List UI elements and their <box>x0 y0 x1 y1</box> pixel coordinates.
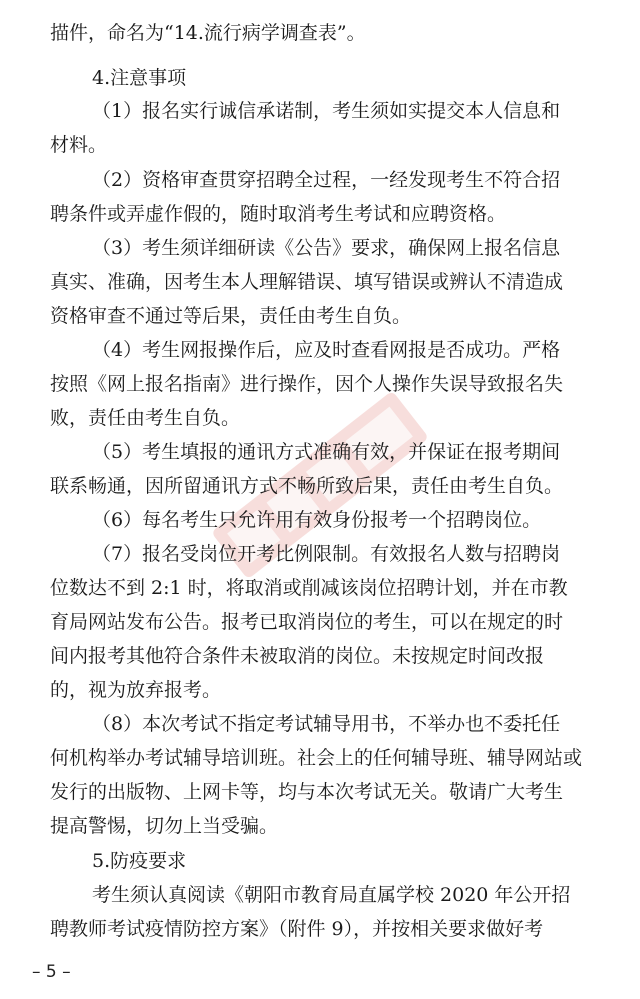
text-line-22: 何机构举办考试辅导培训班。社会上的任何辅导班、辅导网站或 <box>50 747 583 769</box>
text-line-24: 提高警惕，切勿上当受骗。 <box>50 815 279 837</box>
text-line-17: 位数达不到 2:1 时，将取消或削减该岗位招聘计划，并在市教 <box>50 577 568 599</box>
section-heading-4: 4.注意事项 <box>92 67 187 89</box>
text-line-19: 间内报考其他符合条件未被取消的岗位。未按规定时间改报 <box>50 645 545 667</box>
text-line-18: 育局网站发布公告。报考已取消岗位的考生，可以在规定的时 <box>50 611 564 633</box>
page-number: – 5 – <box>32 962 71 982</box>
text-line-6: 聘条件或弄虚作假的，随时取消考生考试和应聘资格。 <box>50 203 507 225</box>
section-heading-5: 5.防疫要求 <box>92 850 187 872</box>
text-line-23: 发行的出版物、上网卡等，均与本次考试无关。敬请广大考生 <box>50 781 564 803</box>
text-line-10: （4）考生网报操作后，应及时查看网报是否成功。严格 <box>92 339 561 361</box>
text-line-14: 联系畅通，因所留通讯方式不畅所致后果，责任由考生自负。 <box>50 475 564 497</box>
text-line-26: 考生须认真阅读《朝阳市教育局直属学校 2020 年公开招 <box>92 884 571 906</box>
text-line-15: （6）每名考生只允许用有效身份报考一个招聘岗位。 <box>92 509 542 531</box>
text-line-11: 按照《网上报名指南》进行操作，因个人操作失误导致报名失 <box>50 373 564 395</box>
text-line-20: 的，视为放弃报考。 <box>50 679 222 701</box>
text-line-13: （5）考生填报的通讯方式准确有效，并保证在报考期间 <box>92 441 561 463</box>
text-line-9: 资格审查不通过等后果，责任由考生自负。 <box>50 305 412 327</box>
text-line-1: 描件，命名为“14.流行病学调查表”。 <box>50 22 366 44</box>
text-line-8: 真实、准确，因考生本人理解错误、填写错误或辨认不清造成 <box>50 271 564 293</box>
text-line-5: （2）资格审查贯穿招聘全过程，一经发现考生不符合招 <box>92 169 561 191</box>
text-line-3: （1）报名实行诚信承诺制，考生须如实提交本人信息和 <box>92 100 561 122</box>
text-line-21: （8）本次考试不指定考试辅导用书，不举办也不委托任 <box>92 713 561 735</box>
text-line-4: 材料。 <box>50 134 108 156</box>
text-line-16: （7）报名受岗位开考比例限制。有效报名人数与招聘岗 <box>92 543 561 565</box>
text-line-12: 败，责任由考生自负。 <box>50 407 241 429</box>
text-line-27: 聘教师考试疫情防控方案》（附件 9），并按相关要求做好考 <box>50 918 544 940</box>
text-line-7: （3）考生须详细研读《公告》要求，确保网上报名信息 <box>92 237 561 259</box>
